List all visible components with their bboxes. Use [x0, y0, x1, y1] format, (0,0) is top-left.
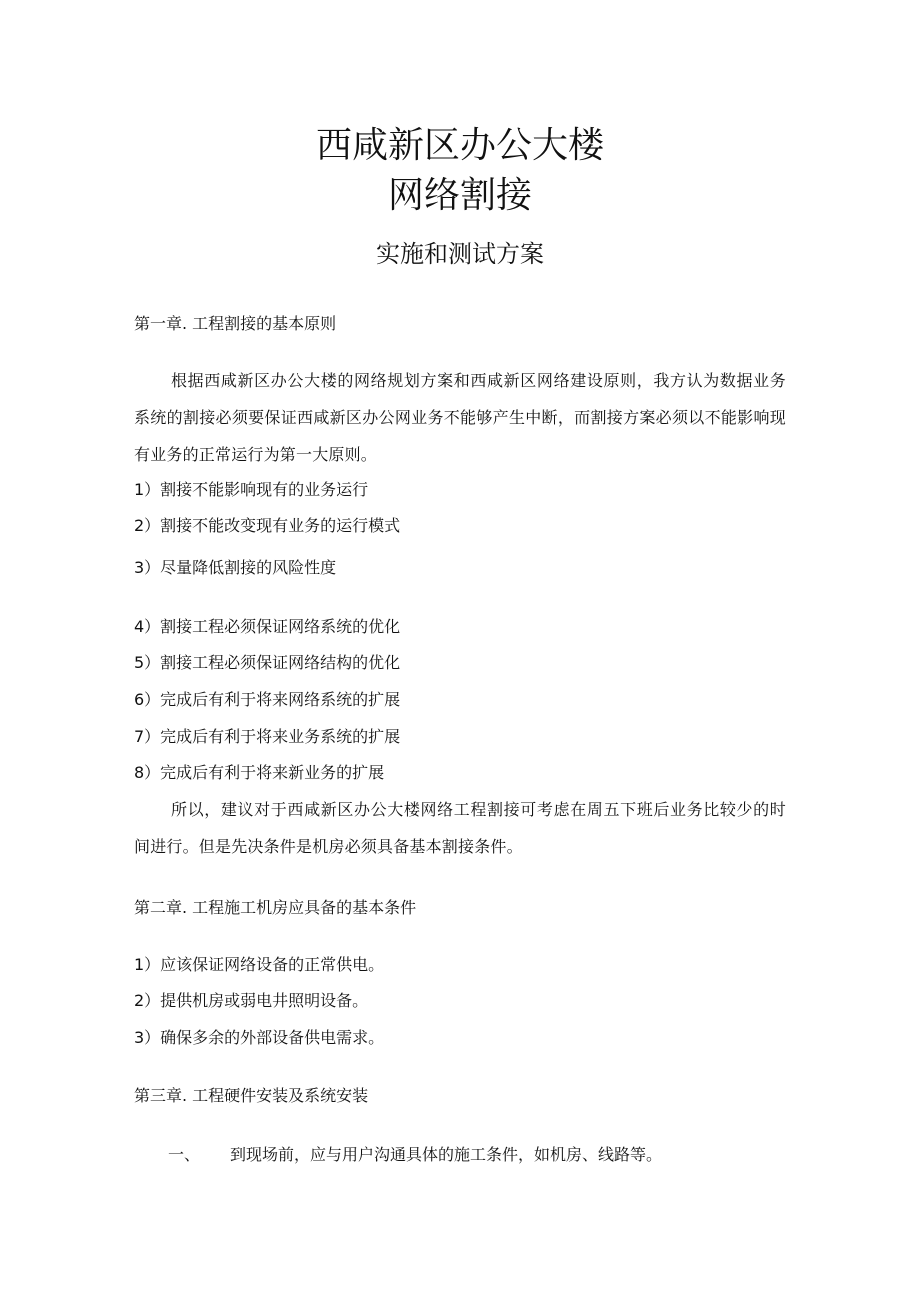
chapter1-item-3: 3）尽量降低割接的风险性度: [134, 558, 337, 577]
chapter3-step-1-number: 一、: [168, 1145, 201, 1164]
chapter1-item-1: 1）割接不能影响现有的业务运行: [134, 480, 369, 499]
chapter2-item-1: 1）应该保证网络设备的正常供电。: [134, 955, 385, 974]
chapter1-heading: 第一章. 工程割接的基本原则: [134, 314, 337, 333]
chapter3-step-1-text: 到现场前，应与用户沟通具体的施工条件，如机房、线路等。: [230, 1145, 663, 1164]
document-title-line1: 西咸新区办公大楼: [315, 125, 604, 166]
document-title-line2: 网络割接: [387, 175, 532, 216]
chapter3-step-1: [168, 1144, 662, 1166]
chapter3-heading: 第三章. 工程硬件安装及系统安装: [134, 1086, 369, 1105]
chapter1-item-5: 5）割接工程必须保证网络结构的优化: [134, 653, 401, 672]
chapter1-item-4: 4）割接工程必须保证网络系统的优化: [134, 617, 401, 636]
chapter1-item-8: 8）完成后有利于将来新业务的扩展: [134, 763, 385, 782]
document-subtitle: 实施和测试方案: [376, 240, 544, 268]
chapter2-heading: 第二章. 工程施工机房应具备的基本条件: [134, 898, 417, 917]
chapter1-intro-paragraph: 根据西咸新区办公大楼的网络规划方案和西咸新区网络建设原则，我方认为数据业务系统的割接必须要保证西咸新区办公网业务不能够产生中断，而割接方案必须以不能影响现有业务的正常运行为第一大原则。: [134, 371, 786, 464]
chapter1-item-2: 2）割接不能改变现有业务的运行模式: [134, 516, 401, 535]
chapter1-conclusion-paragraph: 所以，建议对于西咸新区办公大楼网络工程割接可考虑在周五下班后业务比较少的时间进行。但是先决条件是机房必须具备基本割接条件。: [134, 800, 786, 856]
chapter1-item-6: 6）完成后有利于将来网络系统的扩展: [134, 690, 401, 709]
chapter2-item-2: 2）提供机房或弱电井照明设备。: [134, 991, 369, 1010]
chapter1-item-7: 7）完成后有利于将来业务系统的扩展: [134, 727, 401, 746]
chapter2-item-3: 3）确保多余的外部设备供电需求。: [134, 1028, 385, 1047]
